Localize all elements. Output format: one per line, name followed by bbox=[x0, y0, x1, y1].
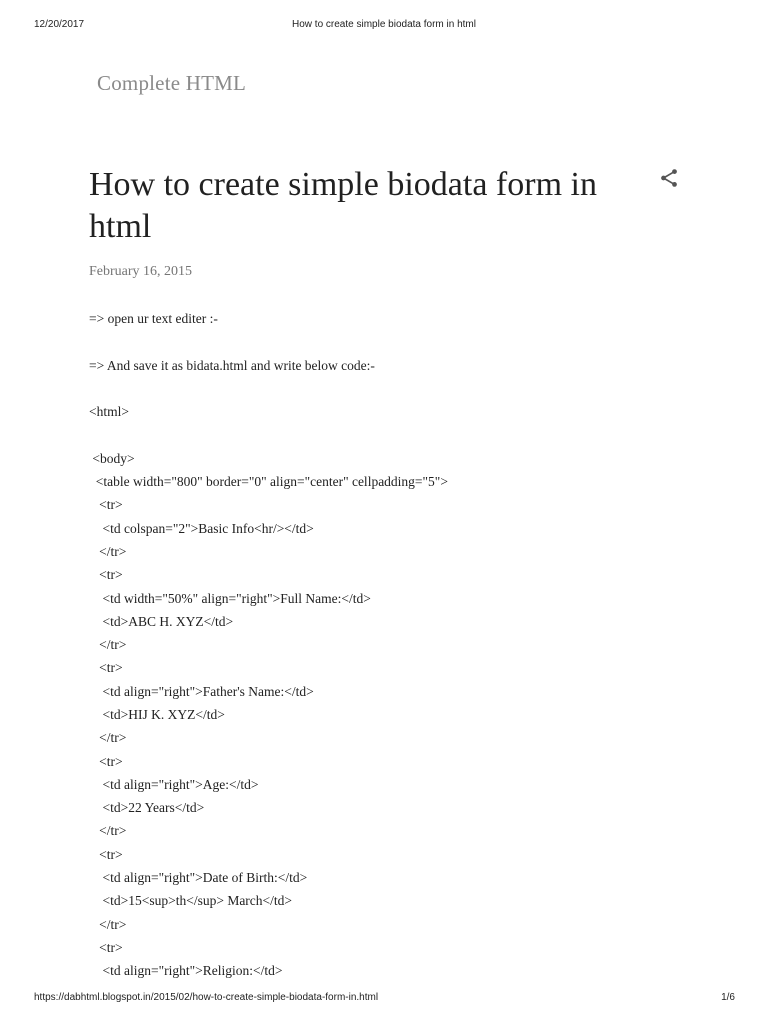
code-line: <tr> bbox=[89, 940, 123, 955]
code-line: <tr> bbox=[89, 567, 123, 582]
footer-page-number: 1/6 bbox=[721, 992, 735, 1003]
code-line: <td colspan="2">Basic Info<hr/></td> bbox=[89, 521, 314, 536]
code-line: <html> bbox=[89, 404, 129, 419]
code-line: </tr> bbox=[89, 823, 127, 838]
code-line: <td align="right">Age:</td> bbox=[89, 777, 259, 792]
print-title: How to create simple biodata form in html bbox=[292, 19, 476, 30]
print-header bbox=[0, 19, 768, 33]
code-line: <td>HIJ K. XYZ</td> bbox=[89, 707, 225, 722]
code-line: </tr> bbox=[89, 917, 127, 932]
code-line: <td>22 Years</td> bbox=[89, 800, 205, 815]
share-icon[interactable] bbox=[658, 167, 680, 189]
footer-url: https://dabhtml.blogspot.in/2015/02/how-to-create-simple-biodata-form-in.html bbox=[34, 992, 379, 1003]
post-date: February 16, 2015 bbox=[89, 264, 193, 279]
code-line: <td align="right">Religion:</td> bbox=[89, 963, 283, 978]
share-icon-glyph bbox=[658, 167, 680, 189]
code-line: <td width="50%" align="right">Full Name:</td> bbox=[89, 591, 371, 606]
code-line: <td>15<sup>th</sup> March</td> bbox=[89, 893, 293, 908]
code-line: <td>ABC H. XYZ</td> bbox=[89, 614, 234, 629]
print-date: 12/20/2017 bbox=[34, 19, 85, 30]
code-line: <tr> bbox=[89, 847, 123, 862]
code-line: </tr> bbox=[89, 730, 127, 745]
blog-name-link[interactable]: Complete HTML bbox=[97, 71, 246, 95]
print-footer bbox=[0, 992, 768, 1006]
code-line: <table width="800" border="0" align="center" cellpadding="5"> bbox=[89, 474, 448, 489]
code-line: <tr> bbox=[89, 497, 123, 512]
code-line: </tr> bbox=[89, 637, 127, 652]
code-line: <tr> bbox=[89, 754, 123, 769]
code-line: </tr> bbox=[89, 544, 127, 559]
code-line: <tr> bbox=[89, 660, 123, 675]
body-line: => open ur text editer :- bbox=[89, 311, 218, 326]
code-line: <td align="right">Date of Birth:</td> bbox=[89, 870, 308, 885]
post-title: How to create simple biodata form in html bbox=[89, 166, 597, 245]
body-line: => And save it as bidata.html and write below code:- bbox=[89, 358, 375, 373]
code-line: <body> bbox=[89, 451, 135, 466]
code-line: <td align="right">Father's Name:</td> bbox=[89, 684, 314, 699]
